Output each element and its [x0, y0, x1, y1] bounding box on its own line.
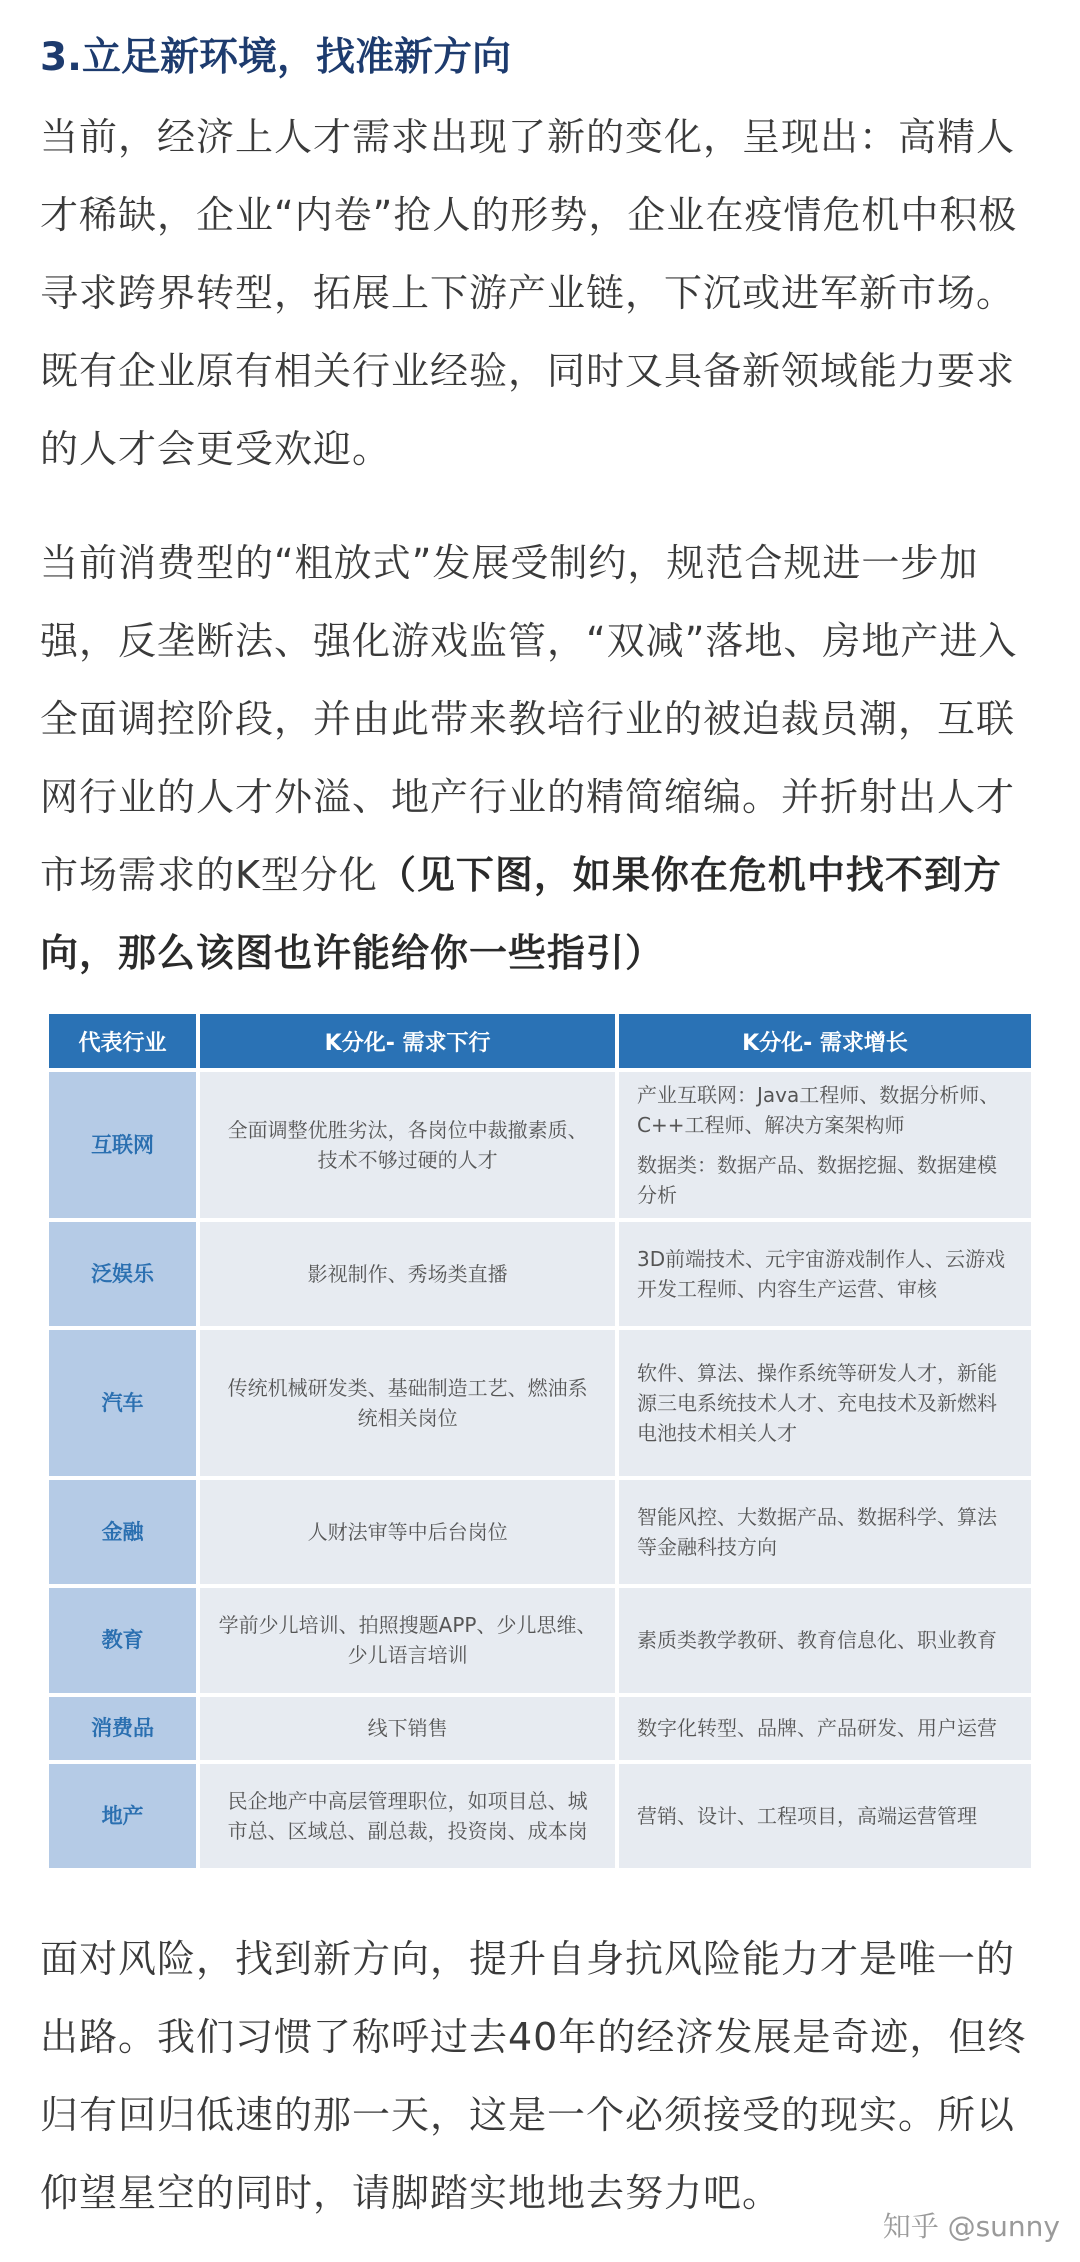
table-row [49, 1480, 1031, 1584]
demand-up-item: 营销、设计、工程项目，高端运营管理 [637, 1803, 978, 1828]
paragraph-2-text: 当前消费型的“粗放式”发展受制约，规范合规进一步加强，反垄断法、强化游戏监管，“双减”落地、房地产进入全面调控阶段，并由此带来教培行业的被迫裁员潮，互联网行业的人才外溢、地产行业的精简缩编。并折射出人才市场需求的K型分化 [40, 541, 1018, 897]
demand-up-item: 数据类：数据产品、数据挖掘、数据建模分析 [637, 1153, 998, 1207]
industry-cell: 教育 [49, 1588, 196, 1692]
table-row [49, 1764, 1031, 1868]
k-split-table [45, 1010, 1035, 1872]
demand-down-cell: 影视制作、秀场类直播 [200, 1222, 615, 1326]
demand-up-item: 数字化转型、品牌、产品研发、用户运营 [637, 1716, 998, 1741]
demand-down-cell: 传统机械研发类、基础制造工艺、燃油系统相关岗位 [200, 1330, 615, 1476]
table-row [49, 1072, 1031, 1218]
demand-down-cell: 学前少儿培训、拍照搜题APP、少儿思维、少儿语言培训 [200, 1588, 615, 1692]
demand-up-item: 素质类教学教研、教育信息化、职业教育 [637, 1628, 998, 1653]
table-row [49, 1330, 1031, 1476]
demand-up-item: 软件、算法、操作系统等研发人才，新能源三电系统技术人才、充电技术及新燃料电池技术相关人才 [637, 1361, 998, 1446]
industry-cell: 汽车 [49, 1330, 196, 1476]
demand-up-cell [619, 1072, 1031, 1218]
table-header-row [49, 1014, 1031, 1068]
industry-cell: 金融 [49, 1480, 196, 1584]
demand-down-cell: 民企地产中高层管理职位，如项目总、城市总、区域总、副总裁，投资岗、成本岗 [200, 1764, 615, 1868]
header-demand-up: K分化- 需求增长 [619, 1014, 1031, 1068]
table-row [49, 1222, 1031, 1326]
table-row [49, 1697, 1031, 1760]
demand-down-cell: 全面调整优胜劣汰，各岗位中裁撤素质、技术不够过硬的人才 [200, 1072, 615, 1218]
demand-up-item: 智能风控、大数据产品、数据科学、算法等金融科技方向 [637, 1505, 998, 1559]
demand-up-item: 产业互联网：Java工程师、数据分析师、C++工程师、解决方案架构师 [637, 1083, 1000, 1137]
demand-up-cell [619, 1697, 1031, 1760]
paragraph-3: 面对风险，找到新方向，提升自身抗风险能力才是唯一的出路。我们习惯了称呼过去40年的经济发展是奇迹，但终归有回归低速的那一天，这是一个必须接受的现实。所以仰望星空的同时，请脚踏实地地去努力吧。 [40, 1937, 1027, 2215]
industry-cell: 消费品 [49, 1697, 196, 1760]
header-industry: 代表行业 [49, 1014, 196, 1068]
demand-up-cell [619, 1480, 1031, 1584]
industry-cell: 地产 [49, 1764, 196, 1868]
k-split-table-image [45, 1010, 1035, 1872]
demand-up-cell [619, 1588, 1031, 1692]
demand-down-cell: 线下销售 [200, 1697, 615, 1760]
industry-cell: 泛娱乐 [49, 1222, 196, 1326]
industry-cell: 互联网 [49, 1072, 196, 1218]
paragraph-2 [40, 524, 1050, 992]
table-row [49, 1588, 1031, 1692]
section-heading: 3.立足新环境，找准新方向 [40, 35, 511, 80]
demand-up-item: 3D前端技术、元宇宙游戏制作人、云游戏开发工程师、内容生产运营、审核 [637, 1247, 1006, 1302]
zhihu-watermark: 知乎 @sunny [882, 2210, 1060, 2243]
demand-down-cell: 人财法审等中后台岗位 [200, 1480, 615, 1584]
paragraph-1: 当前，经济上人才需求出现了新的变化，呈现出：高精人才稀缺，企业“内卷”抢人的形势，企业在疫情危机中积极寻求跨界转型，拓展上下游产业链，下沉或进军新市场。既有企业原有相关行业经验，同时又具备新领域能力要求的人才会更受欢迎。 [40, 115, 1018, 471]
header-demand-down: K分化- 需求下行 [200, 1014, 615, 1068]
demand-up-cell [619, 1764, 1031, 1868]
paragraph-2-emphasis: （见下图，如果你在危机中找不到方向，那么该图也许能给你一些指引） [40, 853, 1002, 975]
demand-up-cell [619, 1330, 1031, 1476]
demand-up-cell [619, 1222, 1031, 1326]
